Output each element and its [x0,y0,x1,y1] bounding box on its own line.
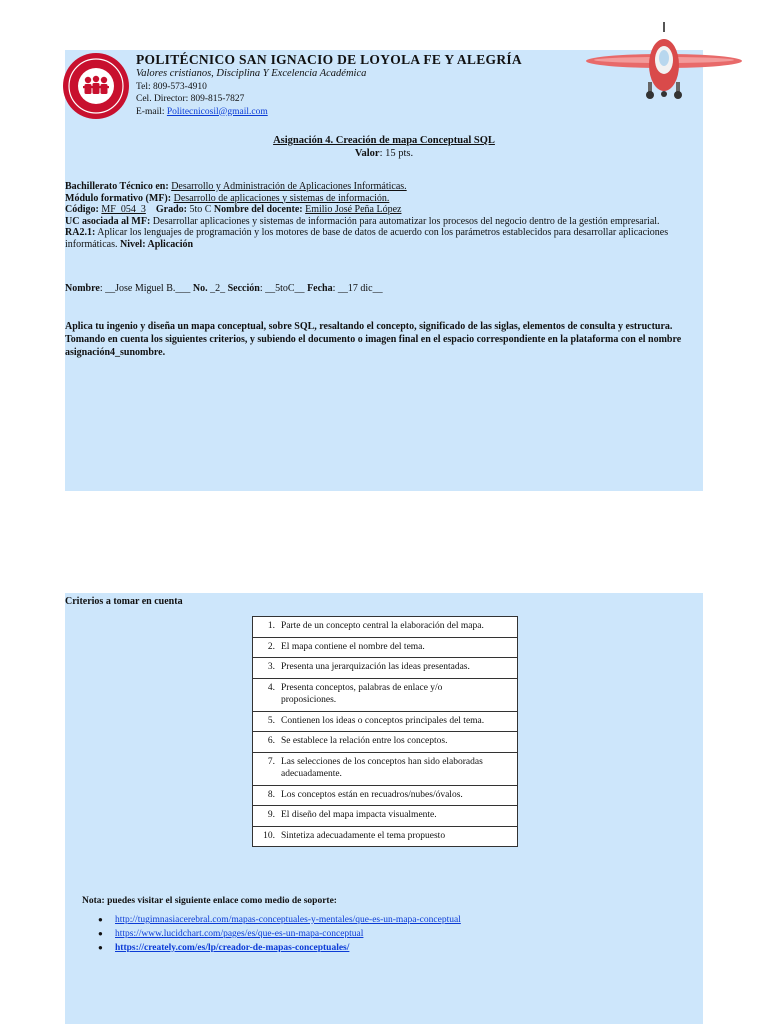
support-link-3[interactable]: https://creately.com/es/lp/creador-de-mapas-conceptuales/ [115,943,350,953]
fecha-label: Fecha [307,283,333,294]
school-motto: Valores cristianos, Disciplina Y Excelencia Académica [136,68,367,79]
table-row [253,637,518,658]
criteria-number: 4. [267,682,275,693]
criteria-text: Presenta conceptos, palabras de enlace y/o proposiciones. [281,682,443,705]
criteria-cell [253,752,518,785]
uc-label: UC asociada al MF: [65,215,151,227]
instructions-text: Aplica tu ingenio y diseña un mapa conceptual, sobre SQL, resaltando el concepto, significado de las siglas, elementos de consulta y estructura. Tomando en cuenta los siguientes criterios, y subiendo el documento o imagen final en el espacio correspondiente en la plataforma con el nombre asignación4_sunombre. [65,321,682,358]
school-name: POLITÉCNICO SAN IGNACIO DE LOYOLA FE Y ALEGRÍA [136,52,522,67]
criteria-cell [253,678,518,711]
criteria-table [252,616,518,847]
seccion-label: Sección [227,283,260,294]
criteria-number: 6. [267,736,275,746]
ra-label: RA2.1: [65,227,96,238]
codigo-label: Código: [65,204,99,215]
email-link[interactable]: Politecnicosil@gmail.com [166,106,268,117]
list-item [98,941,461,955]
ra-value: Aplicar los lenguajes de programación y los motores de base de datos de acuerdo con los parámetros establecidos para desarrollar aplicaciones informáticas. [65,227,669,250]
modulo-value: Desarrollo de aplicaciones y sistemas de información. [173,192,390,204]
criteria-number: 2. [267,641,275,652]
criteria-text: Parte de un concepto central la elaboración del mapa. [281,621,484,631]
modulo-label: Módulo formativo (MF): [65,192,172,204]
criteria-text: Sintetiza adecuadamente el tema propuesto [281,830,446,841]
seccion-value: : __5toC__ [259,283,305,294]
table-row [253,658,518,679]
email-label: E-mail: [136,106,165,117]
codigo-value: MF_054_3 [101,204,146,215]
modulo-row [65,193,697,205]
list-item [98,927,461,941]
docente-label: Nombre del docente: [213,204,303,215]
table-row [253,711,518,732]
assignment-value [65,148,703,159]
valor-text: : 15 pts. [379,148,414,159]
docente-value: Emilio José Peña López [305,204,402,215]
table-row [253,617,518,638]
support-links [98,913,461,955]
ra-row [65,227,697,250]
director-phone: Cel. Director: 809-815-7827 [136,94,245,104]
grado-label: Grado: [155,204,187,215]
nombre-label: Nombre [65,283,100,294]
bachillerato-value: Desarrollo y Administración de Aplicaciones Informáticas. [171,181,407,192]
criteria-cell [253,732,518,753]
bachillerato-row [65,181,697,193]
criteria-cell [253,826,518,847]
uc-row [65,216,697,228]
criteria-cell [253,785,518,806]
criteria-cell [253,658,518,679]
criteria-title: Criterios a tomar en cuenta [65,596,183,607]
criteria-number: 3. [267,662,275,672]
school-email [136,106,522,119]
table-row [253,826,518,847]
criteria-text: Los conceptos están en recuadros/nubes/óvalos. [281,789,463,800]
criteria-text: Contienen los ideas o conceptos principales del tema. [281,715,485,726]
school-phone: Tel: 809-573-4910 [136,81,207,92]
table-row [253,678,518,711]
airplane-icon [585,20,743,102]
course-info [65,181,697,250]
student-info-row [65,283,383,294]
support-link-1[interactable]: http://tugimnasiacerebral.com/mapas-conceptuales-y-mentales/que-es-un-mapa-conceptual [115,915,461,925]
criteria-cell [253,711,518,732]
codigo-row [65,204,697,216]
fecha-value: : __17 dic__ [332,283,383,294]
school-logo-icon [62,52,130,120]
table-row [253,806,518,827]
criteria-number: 1. [267,621,275,631]
school-header [136,52,522,118]
criteria-text: El diseño del mapa impacta visualmente. [281,810,437,820]
criteria-text: Presenta una jerarquización las ideas presentadas. [281,662,470,672]
support-link-2[interactable]: https://www.lucidchart.com/pages/es/que-es-un-mapa-conceptual [115,929,364,939]
list-item [98,913,461,927]
valor-label: Valor [354,148,380,159]
support-note: Nota: puedes visitar el siguiente enlace como medio de soporte: [82,896,337,906]
grado-value: 5to C [189,204,212,215]
nombre-value: : __Jose Miguel B.___ [99,283,191,294]
criteria-cell [253,637,518,658]
criteria-cell [253,806,518,827]
nivel-label: Nivel: Aplicación [119,238,194,250]
bachillerato-label: Bachillerato Técnico en: [65,181,169,192]
criteria-number: 10. [263,830,275,841]
uc-value: Desarrollar aplicaciones y sistemas de información para automatizar los procesos del negocio dentro de la gestión empresarial. [152,215,660,227]
criteria-text: El mapa contiene el nombre del tema. [281,641,425,652]
criteria-number: 7. [267,756,275,767]
criteria-text: Las selecciones de los conceptos han sido elaboradas adecuadamente. [281,756,483,779]
criteria-cell [253,617,518,638]
no-label: No. [192,283,208,294]
assignment-title-text: Asignación 4. Creación de mapa Conceptual SQL [273,135,495,146]
table-row [253,752,518,785]
no-value: _2_ [210,283,226,294]
table-row [253,785,518,806]
criteria-number: 8. [267,789,275,800]
criteria-number: 9. [267,810,275,820]
criteria-number: 5. [267,715,275,726]
table-row [253,732,518,753]
criteria-text: Se establece la relación entre los conceptos. [281,736,448,746]
assignment-title [65,135,703,146]
